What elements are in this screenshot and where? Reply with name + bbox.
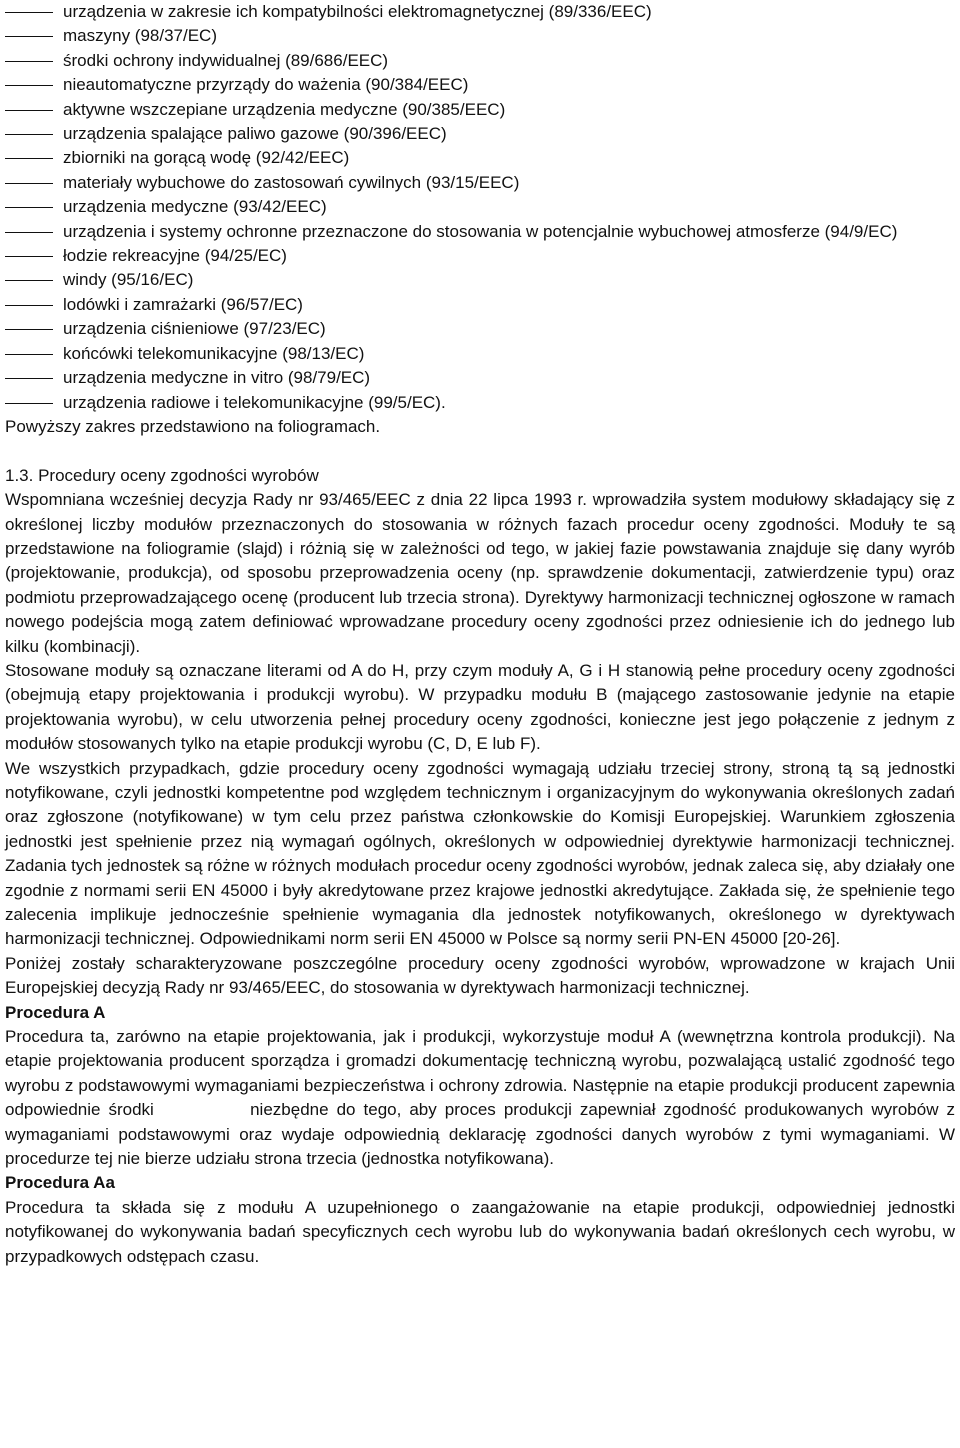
spacer — [5, 439, 955, 463]
list-item: końcówki telekomunikacyjne (98/13/EC) — [5, 342, 955, 366]
dash-bullet — [5, 305, 53, 306]
dash-bullet — [5, 207, 53, 208]
dash-bullet — [5, 329, 53, 330]
body-paragraph: Stosowane moduły są oznaczane literami od A do H, przy czym moduły A, G i H stanowią pełne procedury oceny zgodności (obejmują etapy projektowania i produkcji wyrobu). W przypadku modułu B (mającego zastosowanie jedynie na etapie projektowania wyrobu), w celu utworzenia pełnej procedury oceny zgodności, konieczne jest jego połączenie z jednym z modułów stosowanych tylko na etapie produkcji wyrobu (C, D, E lub F). — [5, 660, 955, 754]
list-item: zbiorniki na gorącą wodę (92/42/EEC) — [5, 146, 955, 170]
dash-bullet — [5, 61, 53, 62]
list-item: łodzie rekreacyjne (94/25/EC) — [5, 244, 955, 268]
dash-bullet — [5, 12, 53, 13]
body-paragraph: Poniżej zostały scharakteryzowane poszczególne procedury oceny zgodności wyrobów, wprowadzone w krajach Unii Europejskiej decyzją Rady nr 93/465/EEC, do stosowania w dyrektywach harmonizacji technicznej. — [5, 953, 955, 998]
procedure-aa-heading: Procedura Aa — [5, 1173, 115, 1193]
dash-bullet — [5, 85, 53, 86]
list-item: środki ochrony indywidualnej (89/686/EEC) — [5, 49, 955, 73]
dash-bullet — [5, 354, 53, 355]
list-item: windy (95/16/EC) — [5, 268, 955, 292]
list-item: urządzenia i systemy ochronne przeznaczone do stosowania w potencjalnie wybuchowej atmosferze (94/9/EC) — [5, 220, 955, 244]
dash-bullet — [5, 158, 53, 159]
list-item: urządzenia w zakresie ich kompatybilności elektromagnetycznej (89/336/EEC) — [5, 0, 955, 24]
procedure-a-heading: Procedura A — [5, 1002, 106, 1022]
dash-bullet — [5, 256, 53, 257]
directives-list — [5, 0, 955, 415]
list-item: urządzenia ciśnieniowe (97/23/EC) — [5, 317, 955, 341]
dash-bullet — [5, 403, 53, 404]
list-item: aktywne wszczepiane urządzenia medyczne (90/385/EEC) — [5, 98, 955, 122]
dash-bullet — [5, 183, 53, 184]
dash-bullet — [5, 232, 53, 233]
dash-bullet — [5, 36, 53, 37]
dash-bullet — [5, 280, 53, 281]
list-item: urządzenia medyczne in vitro (98/79/EC) — [5, 366, 955, 390]
dash-bullet — [5, 134, 53, 135]
after-list-note: Powyższy zakres przedstawiono na foliogramach. — [5, 416, 381, 436]
dash-bullet — [5, 378, 53, 379]
body-paragraph: We wszystkich przypadkach, gdzie procedury oceny zgodności wymagają udziału trzeciej strony, stroną tą są jednostki notyfikowane, czyli jednostki kompetentne pod względem technicznym i organizacyjnym do wykonywania określonych zadań oraz zgłoszone (notyfikowane) w tym celu przez państwa członkowskie do Komisji Europejskiej. Warunkiem zgłoszenia jednostki jest spełnienie przez nią wymagań ogólnych, określonych w odpowiedniej dyrektywie harmonizacji technicznej. Zadania tych jednostek są różne w różnych modułach procedur oceny zgodności wyrobów, jednak zaleca się, aby działały one zgodnie z normami serii EN 45000 i były akredytowane przez krajowe jednostki akredytujące. Zakłada się, że spełnienie tego zalecenia implikuje jednocześnie spełnienie wymagania dla jednostek notyfikowanych, określonego w dyrektywach harmonizacji technicznej. Odpowiednikami norm serii EN 45000 w Polsce są normy serii PN-EN 45000 [20-26]. — [5, 758, 955, 949]
procedure-a-text: Procedura ta, zarówno na etapie projektowania, jak i produkcji, wykorzystuje moduł A (wewnętrzna kontrola produkcji). Na etapie projektowania producent sporządza i gromadzi dokumentację techniczną wyrobu, pozwalającą ustalić zgodność tego wyrobu z podstawowymi wymaganiami bezpieczeństwa i ochrony zdrowia. Następnie na etapie produkcji producent zapewnia odpowiednie środki niezbędne do tego, aby proces produkcji zapewniał zgodność produkowanych wyrobów z wymaganiami podstawowymi oraz wydaje odpowiednią deklarację zgodności danych wyrobów z tymi wymaganiami. W procedurze tej nie bierze udziału strona trzecia (jednostka notyfikowana). — [5, 1027, 960, 1169]
dash-bullet — [5, 110, 53, 111]
list-item: materiały wybuchowe do zastosowań cywilnych (93/15/EEC) — [5, 171, 955, 195]
list-item: lodówki i zamrażarki (96/57/EC) — [5, 293, 955, 317]
list-item: urządzenia medyczne (93/42/EEC) — [5, 195, 955, 219]
list-item: urządzenia radiowe i telekomunikacyjne (99/5/EC). — [5, 391, 955, 415]
list-item: maszyny (98/37/EC) — [5, 24, 955, 48]
body-paragraph: Wspomniana wcześniej decyzja Rady nr 93/465/EEC z dnia 22 lipca 1993 r. wprowadziła system modułowy składający się z określonej liczby modułów przeznaczonych do stosowania w różnych fazach procedur oceny zgodności. Moduły te są przedstawione na foliogramie (slajd) i różnią się w zależności od tego, w jakiej fazie powstawania znajduje się dany wyrób (projektowanie, produkcja), od sposobu przeprowadzenia oceny (np. sprawdzenie dokumentacji, zatwierdzenie typu) oraz podmiotu przeprowadzającego ocenę (producent lub trzecia strona). Dyrektywy harmonizacji technicznej ogłoszone w ramach nowego podejścia mogą zatem definiować wprowadzane procedury oceny zgodności przez odniesienie ich do jednego lub kilku (kombinacji). — [5, 490, 955, 656]
list-item: urządzenia spalające paliwo gazowe (90/396/EEC) — [5, 122, 955, 146]
section-heading: 1.3. Procedury oceny zgodności wyrobów — [5, 465, 319, 485]
procedure-aa-text: Procedura ta składa się z modułu A uzupełnionego o zaangażowanie na etapie produkcji, odpowiedniej jednostki notyfikowanej do wykonywania badań specyficznych cech wyrobu lub do wykonywania badań określonych cech wyrobu, w przypadkowych odstępach czasu. — [5, 1197, 955, 1266]
list-item: nieautomatyczne przyrządy do ważenia (90/384/EEC) — [5, 73, 955, 97]
